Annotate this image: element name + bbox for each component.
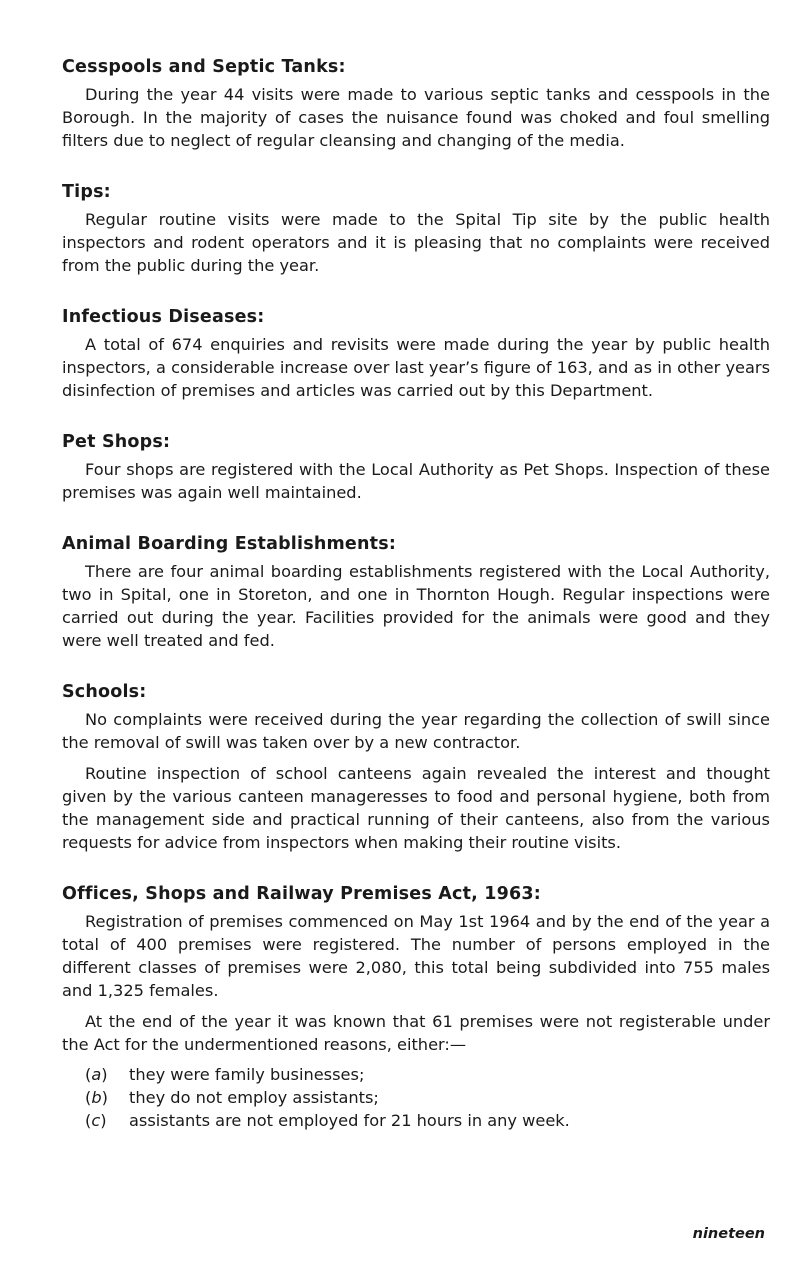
list-item-text: assistants are not employed for 21 hours in any week. [129, 1111, 570, 1130]
section-paragraph: Routine inspection of school canteens again revealed the interest and thought given by the various canteen manageresses to food and personal hygiene, both from the management side and practical running of their canteens, also from the various requests for advice from inspectors when making their routine visits. [62, 764, 770, 852]
list-item [62, 1063, 770, 1086]
section-paragraph: During the year 44 visits were made to various septic tanks and cesspools in the Borough. In the majority of cases the nuisance found was choked and foul smelling filters due to neglect of regular cleansing and changing of the media. [62, 85, 770, 150]
section-paragraph: No complaints were received during the year regarding the collection of swill since the removal of swill was taken over by a new contractor. [62, 710, 770, 752]
section-paragraph: There are four animal boarding establishments registered with the Local Authority, two in Spital, one in Storeton, and one in Thornton Hough. Regular inspections were carried out during the year. Facilities provided for the animals were good and they were well treated and fed. [62, 562, 770, 650]
section-heading: Infectious Diseases: [62, 307, 265, 327]
section-heading: Pet Shops: [62, 432, 171, 452]
section-heading: Tips: [62, 182, 111, 202]
page-body [62, 55, 770, 1160]
page-number: nineteen [692, 1226, 765, 1242]
section-cesspools [62, 55, 770, 152]
section-infectious-diseases [62, 305, 770, 402]
section-paragraph: Four shops are registered with the Local Authority as Pet Shops. Inspection of these premises was again well maintained. [62, 460, 770, 502]
section-offices-shops-railway [62, 882, 770, 1132]
section-pet-shops [62, 430, 770, 504]
section-heading: Schools: [62, 682, 147, 702]
list-letter: c [91, 1111, 101, 1130]
list-item [62, 1109, 770, 1132]
section-heading: Cesspools and Septic Tanks: [62, 57, 346, 77]
section-paragraph: At the end of the year it was known that 61 premises were not registerable under the Act for the undermentioned reasons, either:— [62, 1012, 770, 1054]
section-animal-boarding [62, 532, 770, 652]
list-letter: b [91, 1088, 102, 1107]
section-schools [62, 680, 770, 854]
list-item-text: they do not employ assistants; [129, 1088, 379, 1107]
list-marker: (a) [85, 1065, 108, 1084]
section-heading: Animal Boarding Establishments: [62, 534, 397, 554]
section-tips [62, 180, 770, 277]
section-heading: Offices, Shops and Railway Premises Act, 1963: [62, 884, 542, 904]
reasons-list [62, 1063, 770, 1132]
list-letter: a [91, 1065, 102, 1084]
list-item [62, 1086, 770, 1109]
section-paragraph: A total of 674 enquiries and revisits were made during the year by public health inspectors, a considerable increase over last year’s figure of 163, and as in other years disinfection of premises and articles was carried out by this Department. [62, 335, 770, 400]
list-marker: (c) [85, 1111, 107, 1130]
list-item-text: they were family businesses; [129, 1065, 365, 1084]
section-paragraph: Regular routine visits were made to the Spital Tip site by the public health inspectors and rodent operators and it is pleasing that no complaints were received from the public during the year. [62, 210, 770, 275]
section-paragraph: Registration of premises commenced on May 1st 1964 and by the end of the year a total of 400 premises were registered. The number of persons employed in the different classes of premises were 2,080, this total being subdivided into 755 males and 1,325 females. [62, 912, 770, 1000]
list-marker: (b) [85, 1088, 108, 1107]
